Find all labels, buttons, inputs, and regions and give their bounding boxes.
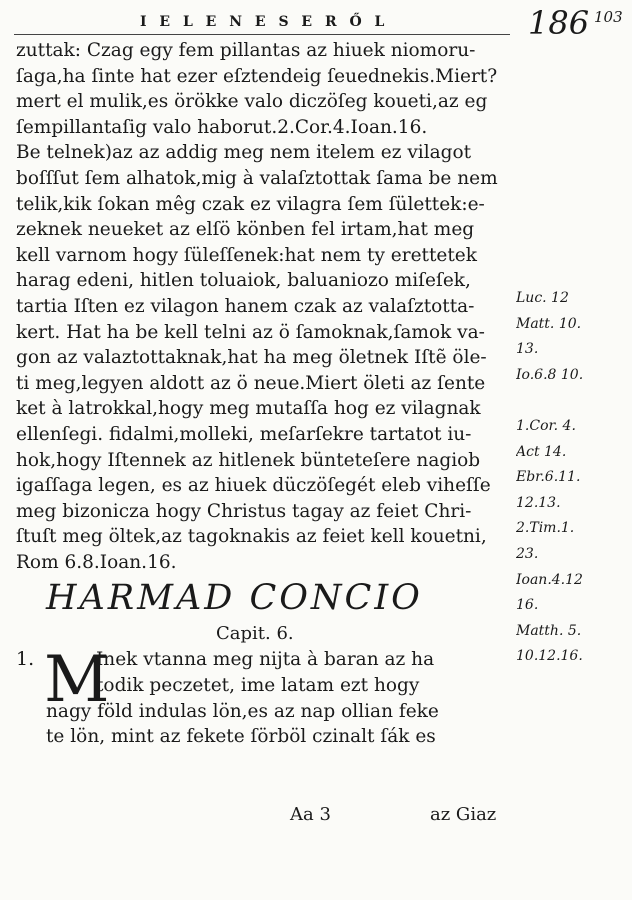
margin-note: Luc. 12 [516,290,569,306]
margin-note: Matt. 10. [516,315,582,332]
margin-note: Matth. 5. [516,622,582,639]
text-line: telik,kik ſokan mêg czak ez vilagra ſem ſülettek:e- [16,193,485,215]
text-line: meg bizonicza hogy Christus tagay az feiet Chri- [16,500,472,522]
text-line: ſaga,ha ſinte hat ezer eſztendeig ſeuednekis.Miert? [16,65,498,87]
verse-line: todik peczetet, ime latam ezt hogy [96,675,420,697]
margin-note: Act 14. [516,443,567,460]
text-line: ſempillantaſig valo haborut.2.Cor.4.Ioan.16. [16,116,428,138]
drop-cap: M [44,643,110,718]
section-heading: HARMAD CONCIO [46,578,423,619]
margin-notes [516,286,632,670]
text-line: ket à latrokkal,hogy meg mutaſſa hog ez vilagnak [16,398,481,420]
margin-note: 23. [516,545,539,562]
text-line: mert el mulik,es örökke valo diczöſeg koueti,az eg [16,91,488,113]
margin-note [516,388,632,414]
body-text [16,38,514,750]
page-footer [0,804,632,830]
verse-line: nagy föld indulas lön,es az nap ollian feke [46,700,439,722]
margin-note: 13. [516,341,539,358]
header-rule [14,34,510,35]
text-line: tartia Iſten ez vilagon hanem czak az valaſztotta- [16,295,475,317]
text-line: gon az valaztottaknak,hat ha meg öletnek Iſtẽ öle- [16,347,487,369]
signature-mark: Aa 3 [290,804,331,825]
margin-note: 1.Cor. 4. [516,417,576,434]
text-line: ellenſegi. fidalmi,molleki, meſarſekre tartatot iu- [16,423,472,445]
margin-note: Io.6.8 10. [516,366,584,383]
folio-mark: 103 [594,8,623,26]
text-line: Be telnek)az az addig meg nem itelem ez vilagot [16,142,472,164]
running-head: I E L E N E S E R Ő L [140,14,389,30]
text-line: kell varnom hogy ſüleſſenek:hat nem ty erettetek [16,244,477,266]
page-number: 186 [528,4,590,42]
text-line: zeknek neueket az elſö könben fel irtam,hat meg [16,219,475,241]
text-line: harag edeni, hitlen toluaiok, baluaniozo miſeſek, [16,270,471,292]
text-line: boſſſut ſem alhatok,mig à valaſztottak ſama be nem [16,167,498,189]
text-line: kert. Hat ha be kell telni az ö ſamoknak,ſamok va- [16,321,485,343]
chapter-label: Capit. 6. [216,623,294,645]
margin-note: Ioan.4.12 [516,571,583,588]
margin-note: Ebr.6.11. [516,469,581,486]
text-line: ſtuſt meg öltek,az tagoknakis az feiet kell kouetni, [16,526,487,548]
text-line: hok,hogy Iſtennek az hitlenek bünteteſere nagiob [16,449,481,471]
verse-block [16,643,514,749]
text-line: Rom 6.8.Ioan.16. [16,551,177,573]
text-line: igaſſaga legen, es az hiuek düczöſegét eleb viheſſe [16,475,491,497]
margin-note: 2.Tim.1. [516,520,575,537]
margin-note: 12.13. [516,494,561,511]
verse-number: 1. [16,648,35,671]
text-line: zuttak: Czag egy fem pillantas az hiuek niomoru- [16,40,476,61]
verse-line: te lön, mint az fekete ſörböl czinalt ſák es [46,726,436,748]
text-line: ti meg,legyen aldott az ö neue.Miert öleti az ſente [16,372,486,394]
margin-note: 16. [516,597,539,614]
margin-note: 10.12.16. [516,648,583,665]
verse-line: Inek vtanna meg nijta à baran az ha [96,649,435,671]
catchword: az Giaz [430,804,497,825]
